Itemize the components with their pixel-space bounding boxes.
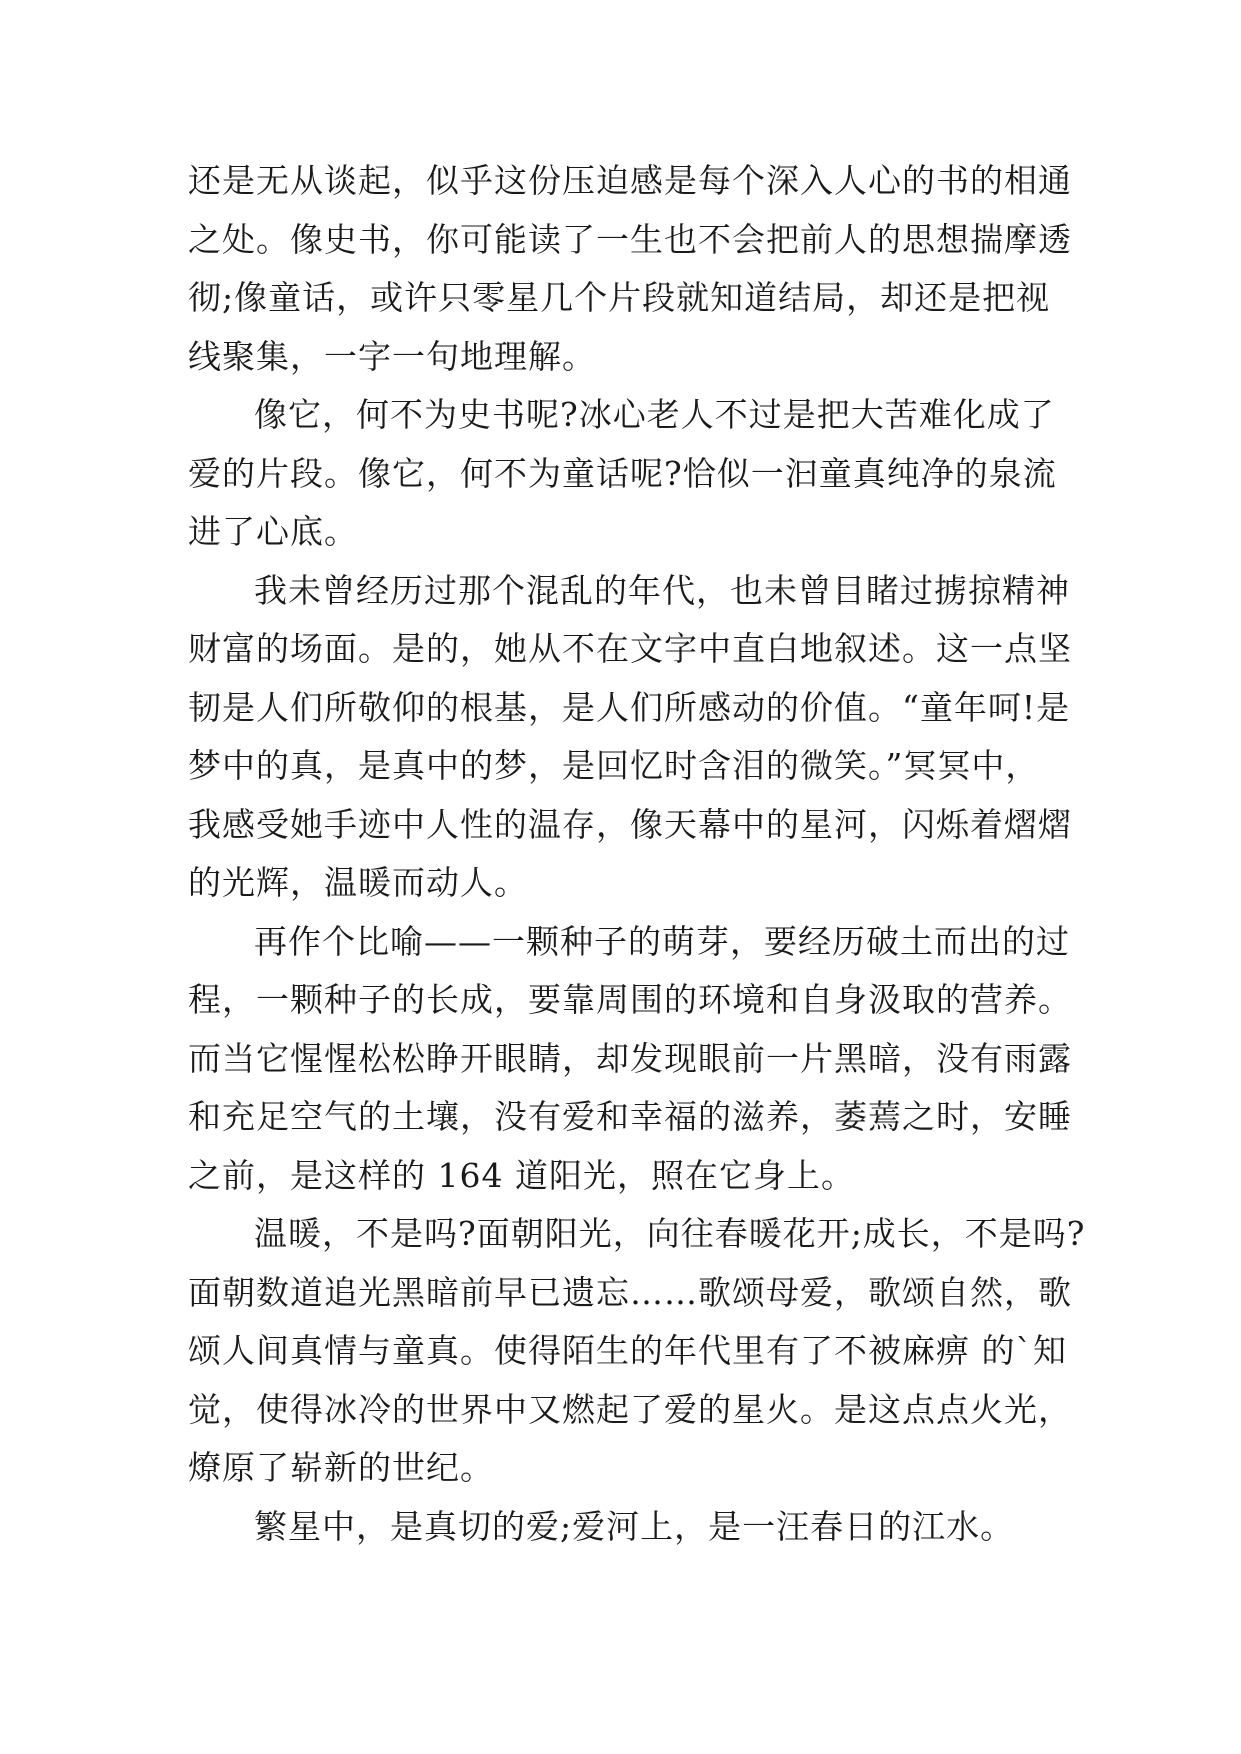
text-line: 而当它惺惺松松睁开眼睛，却发现眼前一片黑暗，没有雨露 — [188, 1038, 1072, 1078]
text-line: 像它，何不为史书呢?冰心老人不过是把大苦难化成了 — [254, 395, 1055, 434]
text-line: 燎原了崭新的世纪。 — [188, 1448, 494, 1487]
text-line: 温暖，不是吗?面朝阳光，向往春暖花开;成长，不是吗? — [254, 1214, 1086, 1253]
document-body — [188, 152, 1086, 1556]
text-line: 线聚集，一字一句地理解。 — [188, 336, 596, 376]
text-line: 面朝数道追光黑暗前早已遗忘……歌颂母爱，歌颂自然，歌 — [188, 1272, 1072, 1312]
text-line: 觉，使得冰冷的世界中又燃起了爱的星火。是这点点火光， — [188, 1389, 1072, 1429]
text-line: 和充足空气的土壤，没有爱和幸福的滋养，萎蔫之时，安睡 — [188, 1097, 1072, 1136]
text-line: 我未曾经历过那个混乱的年代，也未曾目睹过掳掠精神 — [254, 570, 1070, 610]
text-line: 梦中的真，是真中的梦，是回忆时含泪的微笑。”冥冥中， — [188, 746, 1040, 785]
text-line: 之前，是这样的 164 道阳光，照在它身上。 — [188, 1155, 855, 1195]
text-line: 颂人间真情与童真。使得陌生的年代里有了不被麻痹 的`知 — [188, 1331, 1067, 1370]
text-line: 韧是人们所敬仰的根基，是人们所感动的价值。“童年呵!是 — [188, 687, 1071, 727]
text-line: 繁星中，是真切的爱;爱河上，是一汪春日的江水。 — [254, 1506, 1015, 1546]
text-line: 之处。像史书，你可能读了一生也不会把前人的思想揣摩透 — [188, 219, 1072, 259]
text-line: 还是无从谈起，似乎这份压迫感是每个深入人心的书的相通 — [188, 161, 1072, 200]
text-line: 程，一颗种子的长成，要靠周围的环境和自身汲取的营养。 — [188, 980, 1072, 1019]
text-line: 爱的片段。像它，何不为童话呢?恰似一汩童真纯净的泉流 — [188, 453, 1057, 493]
text-line: 的光辉，温暖而动人。 — [188, 863, 528, 902]
text-line: 财富的场面。是的，她从不在文字中直白地叙述。这一点坚 — [188, 629, 1072, 668]
text-line: 再作个比喻——一颗种子的萌芽，要经历破土而出的过 — [254, 921, 1070, 961]
text-line: 进了心底。 — [188, 512, 358, 551]
text-line: 彻;像童话，或许只零星几个片段就知道结局，却还是把视 — [188, 278, 1051, 317]
text-line: 我感受她手迹中人性的温存，像天幕中的星河，闪烁着熠熠 — [188, 804, 1072, 844]
